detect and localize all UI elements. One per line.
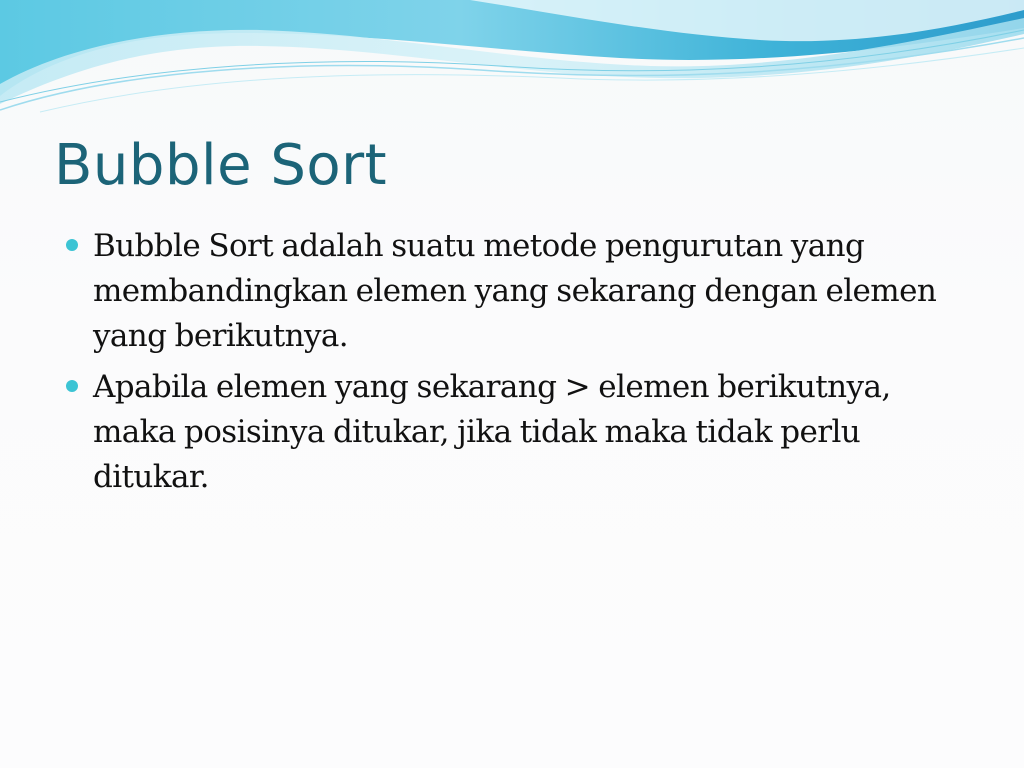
wave-header-decoration bbox=[0, 0, 1024, 130]
bullet-text: Apabila elemen yang sekarang > elemen berikutnya, maka posisinya ditukar, jika tidak maka tidak perlu ditukar. bbox=[93, 369, 891, 495]
bullet-item bbox=[64, 224, 964, 359]
bullet-text: Bubble Sort adalah suatu metode pengurutan yang membandingkan elemen yang sekarang dengan elemen yang berikutnya. bbox=[93, 228, 937, 354]
slide-title: Bubble Sort bbox=[54, 133, 388, 198]
bullet-dot-icon bbox=[66, 380, 78, 392]
bullet-item bbox=[64, 365, 964, 500]
bullet-list bbox=[64, 224, 964, 506]
bullet-dot-icon bbox=[66, 239, 78, 251]
